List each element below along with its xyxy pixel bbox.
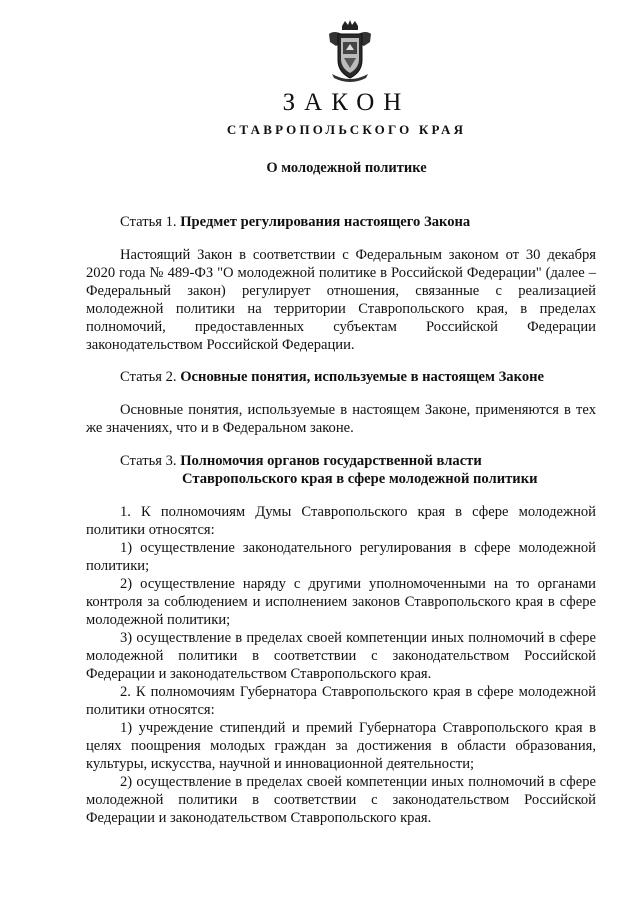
article-3-title-line2: Ставропольского края в сфере молодежной политики bbox=[182, 471, 538, 487]
article-3-number: Статья 3. bbox=[120, 453, 177, 469]
law-name: О молодежной политике bbox=[266, 160, 427, 176]
paragraph: 1. К полномочиям Думы Ставропольского края в сфере молодежной политики относятся: bbox=[86, 504, 596, 538]
document-subtitle: СТАВРОПОЛЬСКОГО КРАЯ bbox=[226, 122, 467, 137]
coat-of-arms-icon bbox=[326, 20, 374, 82]
article-2-number: Статья 2. bbox=[120, 369, 177, 385]
article-3-heading bbox=[120, 452, 482, 470]
paragraph: Настоящий Закон в соответствии с Федеральным законом от 30 декабря 2020 года № 489-ФЗ "О молодежной политике в Российской Федерации" (далее – Федеральный закон) регулирует отношения, связанные с реализацией молодежной политики на территории Ставропольского края, в пределах полномочий, предоставленных субъектам Российской Федерации законодательством Российской Федерации. bbox=[86, 247, 596, 353]
paragraph: 2. К полномочиям Губернатора Ставропольского края в сфере молодежной политики относятся: bbox=[86, 684, 596, 718]
paragraph: 2) осуществление в пределах своей компетенции иных полномочий в сфере молодежной политики в соответствии с законодательством Российской Федерации и законодательством Ставропольского края. bbox=[86, 774, 596, 826]
article-1-title: Предмет регулирования настоящего Закона bbox=[180, 214, 471, 230]
article-1-number: Статья 1. bbox=[120, 214, 177, 230]
article-3-title-line1: Полномочия органов государственной власти bbox=[180, 453, 482, 469]
article-3-body bbox=[86, 503, 596, 827]
article-2-body bbox=[86, 401, 596, 437]
article-1-body bbox=[86, 246, 596, 354]
article-2-heading bbox=[120, 368, 544, 386]
paragraph: Основные понятия, используемые в настоящем Законе, применяются в тех же значениях, что и в Федеральном законе. bbox=[86, 402, 596, 436]
article-1-heading bbox=[120, 213, 470, 231]
paragraph: 3) осуществление в пределах своей компетенции иных полномочий в сфере молодежной политики в соответствии с законодательством Российской Федерации и законодательством Ставропольского края. bbox=[86, 630, 596, 682]
paragraph: 1) учреждение стипендий и премий Губернатора Ставропольского края в целях поощрения молодых граждан за достижения в области образования, культуры, искусства, научной и инновационной деятельности; bbox=[86, 720, 596, 772]
article-2-title: Основные понятия, используемые в настоящем Законе bbox=[180, 369, 544, 385]
document-title: ЗАКОН bbox=[282, 89, 411, 116]
paragraph: 1) осуществление законодательного регулирования в сфере молодежной политики; bbox=[86, 540, 596, 574]
paragraph: 2) осуществление наряду с другими уполномоченными на то органами контроля за соблюдением и исполнением законов Ставропольского края в сфере молодежной политики; bbox=[86, 576, 596, 628]
